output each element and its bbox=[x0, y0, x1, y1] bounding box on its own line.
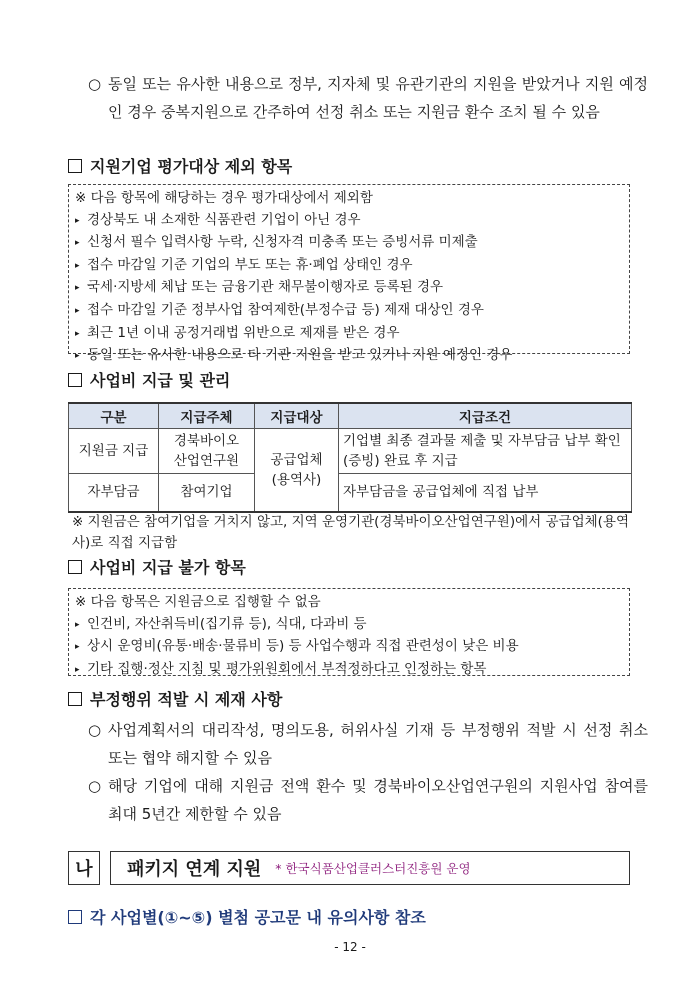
page-number: - 12 - bbox=[334, 940, 366, 954]
list-item-text: 인건비, 자산취득비(집기류 등), 식대, 다과비 등 bbox=[87, 615, 367, 632]
triangle-bullet-icon: ▸ bbox=[75, 642, 80, 653]
table-row bbox=[69, 474, 632, 512]
sanction-heading bbox=[68, 689, 282, 711]
list-item bbox=[75, 232, 623, 255]
triangle-bullet-icon: ▸ bbox=[75, 238, 80, 249]
list-item bbox=[75, 659, 623, 682]
list-item bbox=[75, 300, 623, 323]
table-cell: 자부담금 bbox=[69, 474, 159, 512]
payment-note: ※ 지원금은 참여기업을 거치지 않고, 지역 운영기관(경북바이오산업연구원)에서 공급업체(용역사)로 직접 지급함 bbox=[72, 514, 629, 551]
nonpay-heading bbox=[68, 557, 246, 579]
sanction-item bbox=[88, 716, 648, 772]
list-item-text: 신청서 필수 입력사항 누락, 신청자격 미충족 또는 증빙서류 미제출 bbox=[87, 234, 478, 251]
column-header: 구분 bbox=[69, 403, 159, 429]
list-item bbox=[75, 255, 623, 278]
final-heading-text: 각 사업별(①~⑤) 별첨 공고문 내 유의사항 참조 bbox=[90, 908, 426, 927]
circle-marker: ○ bbox=[88, 721, 102, 739]
sanction-text: 해당 기업에 대해 지원금 전액 환수 및 경북바이오산업연구원의 지원사업 참여를 최대 5년간 제한할 수 있음 bbox=[108, 777, 648, 823]
nonpay-intro: ※ 다음 항목은 지원금으로 집행할 수 없음 bbox=[75, 594, 321, 610]
table-header-row bbox=[69, 403, 632, 429]
square-icon bbox=[68, 560, 82, 574]
triangle-bullet-icon: ▸ bbox=[75, 283, 80, 294]
nonpay-heading-text: 사업비 지급 불가 항목 bbox=[90, 558, 246, 577]
exclusion-box bbox=[68, 184, 630, 364]
circle-marker: ○ bbox=[88, 777, 102, 795]
payment-heading bbox=[68, 370, 230, 392]
final-heading bbox=[68, 905, 426, 928]
triangle-bullet-icon: ▸ bbox=[75, 328, 80, 339]
list-item-text: 기타 집행·정산 지침 및 평가위원회에서 부적정하다고 인정하는 항목 bbox=[87, 660, 487, 677]
triangle-bullet-icon: ▸ bbox=[75, 619, 80, 630]
table-row bbox=[69, 429, 632, 474]
sanction-text: 사업계획서의 대리작성, 명의도용, 허위사실 기재 등 부정행위 적발 시 선정 취소 또는 협약 해지할 수 있음 bbox=[108, 721, 648, 767]
list-item bbox=[75, 277, 623, 300]
package-note: * 한국식품산업클러스터진흥원 운영 bbox=[275, 861, 471, 876]
table-cell: 참여기업 bbox=[159, 474, 255, 512]
table-cell: 경북바이오 산업연구원 bbox=[159, 429, 255, 474]
triangle-bullet-icon: ▸ bbox=[75, 351, 80, 362]
list-item bbox=[75, 323, 623, 346]
circle-marker: ○ bbox=[88, 75, 102, 93]
nonpay-box bbox=[68, 588, 630, 676]
table-cell: 자부담금을 공급업체에 직접 납부 bbox=[339, 474, 632, 512]
list-item bbox=[75, 210, 623, 233]
sanction-heading-text: 부정행위 적발 시 제재 사항 bbox=[90, 690, 283, 709]
list-item bbox=[75, 636, 623, 659]
triangle-bullet-icon: ▸ bbox=[75, 215, 80, 226]
list-item-text: 접수 마감일 기준 기업의 부도 또는 휴·폐업 상태인 경우 bbox=[87, 256, 413, 273]
column-header: 지급대상 bbox=[255, 403, 339, 429]
triangle-bullet-icon: ▸ bbox=[75, 260, 80, 271]
triangle-bullet-icon: ▸ bbox=[75, 305, 80, 316]
list-item-text: 접수 마감일 기준 정부사업 참여제한(부정수급 등) 제재 대상인 경우 bbox=[87, 301, 484, 318]
list-item-text: 국세·지방세 체납 또는 금융기관 채무불이행자로 등록된 경우 bbox=[87, 279, 444, 296]
sanction-item bbox=[88, 772, 648, 828]
exclusion-heading-text: 지원기업 평가대상 제외 항목 bbox=[90, 157, 293, 176]
exclusion-heading bbox=[68, 156, 292, 178]
square-icon bbox=[68, 910, 82, 924]
square-icon bbox=[68, 159, 82, 173]
payment-heading-text: 사업비 지급 및 관리 bbox=[90, 371, 231, 390]
square-icon bbox=[68, 373, 82, 387]
exclusion-intro: ※ 다음 항목에 해당하는 경우 평가대상에서 제외함 bbox=[75, 190, 373, 206]
triangle-bullet-icon: ▸ bbox=[75, 664, 80, 675]
package-title-box bbox=[110, 851, 630, 885]
list-item-text: 동일 또는 유사한 내용으로 타 기관 지원을 받고 있거나 지원 예정인 경우 bbox=[87, 347, 513, 364]
table-cell: 기업별 최종 결과물 제출 및 자부담금 납부 확인(증빙) 완료 후 지급 bbox=[339, 429, 632, 474]
intro-text: 동일 또는 유사한 내용으로 정부, 지자체 및 유관기관의 지원을 받았거나 지원 예정인 경우 중복지원으로 간주하여 선정 취소 또는 지원금 환수 조치 될 수 있음 bbox=[108, 75, 648, 121]
list-item-text: 경상북도 내 소재한 식품관련 기업이 아닌 경우 bbox=[87, 211, 361, 228]
section-label: 나 bbox=[68, 851, 100, 885]
list-item-text: 상시 운영비(유통·배송·물류비 등) 등 사업수행과 직접 관련성이 낮은 비용 bbox=[87, 638, 519, 655]
payment-table bbox=[68, 402, 632, 513]
list-item bbox=[75, 345, 623, 368]
list-item-text: 최근 1년 이내 공정거래법 위반으로 제재를 받은 경우 bbox=[87, 324, 400, 341]
square-icon bbox=[68, 692, 82, 706]
table-cell: 지원금 지급 bbox=[69, 429, 159, 474]
column-header: 지급조건 bbox=[339, 403, 632, 429]
table-cell: 공급업체 (용역사) bbox=[255, 429, 339, 512]
column-header: 지급주체 bbox=[159, 403, 255, 429]
package-title: 패키지 연계 지원 bbox=[127, 859, 262, 880]
list-item bbox=[75, 614, 623, 637]
intro-paragraph bbox=[88, 70, 648, 126]
